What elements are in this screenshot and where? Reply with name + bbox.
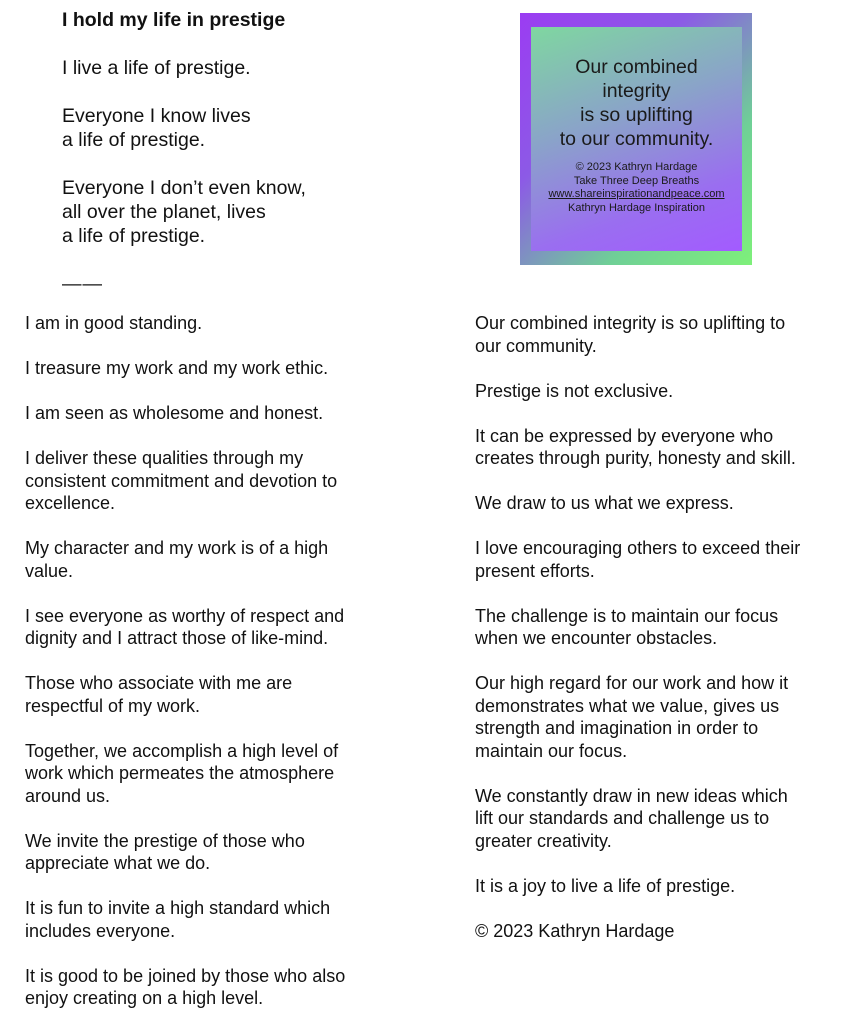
intro-paragraph: Everyone I know lives a life of prestige. — [62, 105, 251, 151]
copyright-footer: © 2023 Kathryn Hardage — [475, 920, 675, 941]
affirmation-paragraph: I deliver these qualities through my consistent commitment and devotion to excellence. — [25, 448, 338, 513]
affirmation-paragraph: It can be expressed by everyone who creates through purity, honesty and skill. — [475, 425, 796, 468]
affirmation-paragraph: My character and my work is of a high value. — [25, 538, 329, 581]
affirmation-paragraph: It is good to be joined by those who also enjoy creating on a high level. — [25, 965, 346, 1008]
affirmation-paragraph: It is fun to invite a high standard which includes everyone. — [25, 898, 331, 941]
affirmation-paragraph: It is a joy to live a life of prestige. — [475, 875, 736, 896]
inspiration-card-inner — [531, 27, 742, 251]
affirmation-paragraph: I treasure my work and my work ethic. — [25, 358, 329, 378]
affirmation-paragraph: Those who associate with me are respectful of my work. — [25, 673, 293, 716]
intro-paragraph: Everyone I don’t even know, all over the planet, lives a life of prestige. — [62, 177, 306, 247]
affirmation-paragraph: We invite the prestige of those who appreciate what we do. — [25, 830, 305, 873]
card-copyright: © 2023 Kathryn Hardage — [575, 161, 698, 173]
affirmation-paragraph: I see everyone as worthy of respect and dignity and I attract those of like-mind. — [25, 605, 345, 648]
affirmation-paragraph: We draw to us what we express. — [475, 493, 734, 513]
section-separator: —— — [62, 273, 103, 295]
card-website-link[interactable]: www.shareinspirationandpeace.com — [548, 188, 725, 200]
right-column — [475, 312, 845, 965]
card-meta — [531, 161, 742, 215]
left-column — [25, 312, 445, 1032]
card-tagline: Take Three Deep Breaths — [573, 174, 700, 187]
affirmation-paragraph: I am seen as wholesome and honest. — [25, 403, 324, 423]
card-brand: Kathryn Hardage Inspiration — [568, 201, 705, 214]
card-quote: Our combined integrity is so uplifting to our community. — [559, 56, 714, 150]
affirmation-paragraph: Together, we accomplish a high level of work which permeates the atmosphere around us. — [25, 740, 339, 806]
affirmation-paragraph: We constantly draw in new ideas which lift our standards and challenge us to greater creativity. — [475, 785, 788, 851]
intro-section — [62, 8, 462, 296]
affirmation-paragraph: I love encouraging others to exceed their present efforts. — [475, 538, 801, 581]
poem-title: I hold my life in prestige — [62, 9, 286, 31]
affirmation-paragraph: Our high regard for our work and how it demonstrates what we value, gives us strength and imagination in order to maintain our focus. — [475, 673, 789, 761]
affirmation-paragraph: The challenge is to maintain our focus when we encounter obstacles. — [475, 605, 779, 648]
affirmation-paragraph: Our combined integrity is so uplifting to our community. — [475, 313, 786, 356]
affirmation-paragraph: I am in good standing. — [25, 313, 203, 333]
affirmation-paragraph: Prestige is not exclusive. — [475, 380, 674, 401]
intro-paragraph: I live a life of prestige. — [62, 57, 251, 79]
inspiration-card — [520, 13, 752, 265]
